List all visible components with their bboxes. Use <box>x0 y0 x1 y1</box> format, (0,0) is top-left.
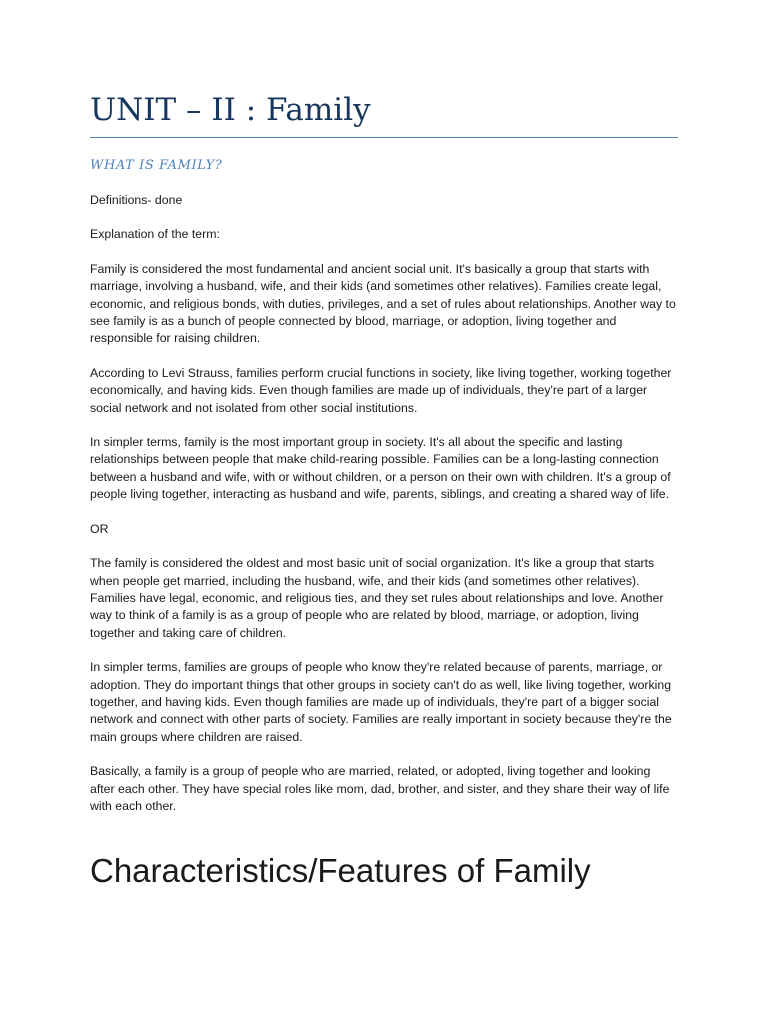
section-heading: Characteristics/Features of Family <box>90 852 591 889</box>
paragraph: Basically, a family is a group of people who are married, related, or adopted, living together and looking after each other. They have special roles like mom, dad, brother, and sister, and they share their way of life with each other. <box>90 764 670 813</box>
document-title: UNIT – II : Family <box>90 92 371 128</box>
document-page <box>90 0 678 1024</box>
paragraph: In simpler terms, families are groups of people who know they're related because of parents, marriage, or adoption. They do important things that other groups in society can't do as well, like living together, working together, and having kids. Even though families are made up of individuals, they're part of a bigger social network and connect with other parts of society. Families are really important in society because they're the main groups where children are raised. <box>90 660 672 744</box>
document-body <box>90 192 678 832</box>
section-subtitle: WHAT IS FAMILY? <box>90 158 223 173</box>
paragraph: Family is considered the most fundamental and ancient social unit. It's basically a group that starts with marriage, involving a husband, wife, and their kids (and sometimes other relatives). Families create legal, economic, and religious bonds, with duties, privileges, and a set of rules about relationships. Another way to see family is as a bunch of people connected by blood, marriage, or adoption, living together and responsible for raising children. <box>90 261 676 346</box>
paragraph-explanation-label: Explanation of the term: <box>90 227 220 242</box>
title-underline <box>90 137 678 138</box>
paragraph-definitions: Definitions- done <box>90 193 183 207</box>
paragraph: In simpler terms, family is the most important group in society. It's all about the specific and lasting relationships between people that make child-rearing possible. Families can be a long-lasting connection between a husband and wife, with or without children, or a person on their own with children. It's a group of people living together, interacting as husband and wife, parents, siblings, and creating a shared way of life. <box>90 435 671 502</box>
paragraph-or: OR <box>90 521 109 536</box>
paragraph: According to Levi Strauss, families perform crucial functions in society, like living together, working together economically, and having kids. Even though families are made up of individuals, they're part of a larger social network and not isolated from other social institutions. <box>90 365 672 415</box>
paragraph: The family is considered the oldest and most basic unit of social organization. It's like a group that starts when people get married, including the husband, wife, and their kids (and sometimes other relatives). Families have legal, economic, and religious ties, and they set rules about relationships and love. Another way to think of a family is as a group of people who are related by blood, marriage, or adoption, living together and taking care of children. <box>90 556 664 640</box>
